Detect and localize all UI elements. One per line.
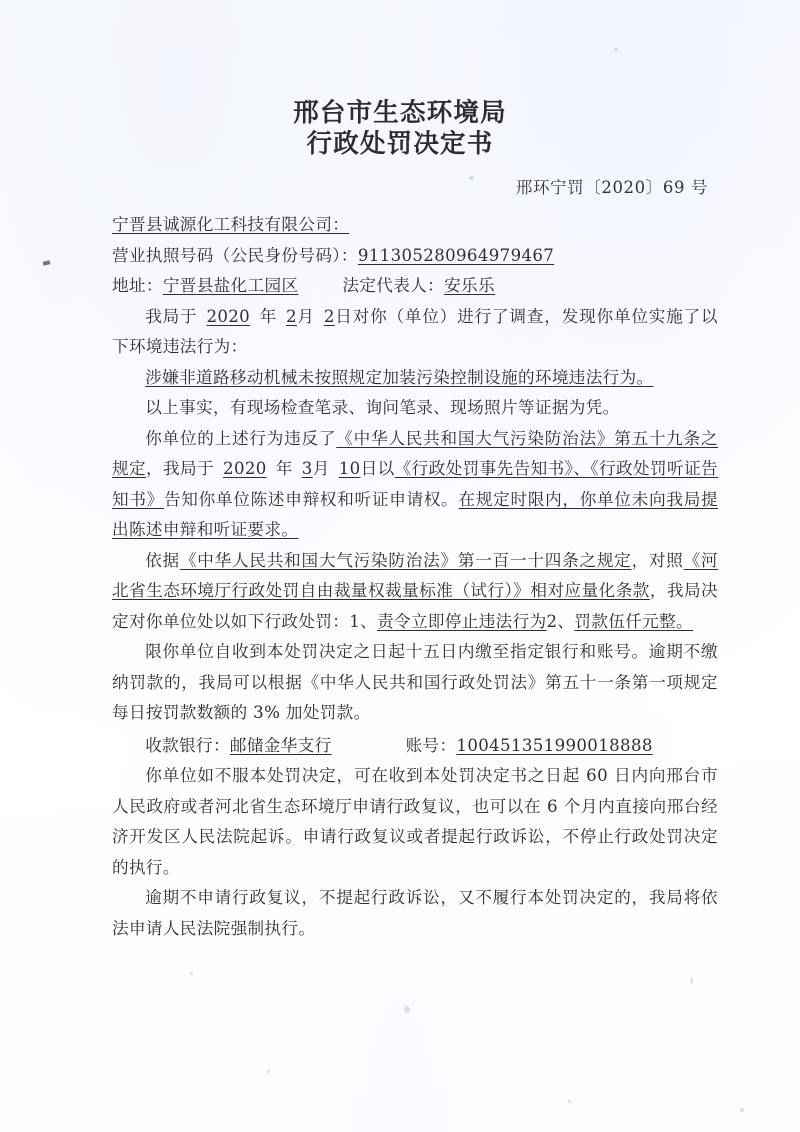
- basis-part3: 告知你单位陈述申辩权和听证申请权。: [163, 489, 459, 509]
- penalty-law-main: 《中华人民共和国大气污染防治法》第一百一十四条之规定: [179, 550, 632, 570]
- violation-description: [112, 363, 718, 394]
- document-number: 邢环宁罚〔2020〕69 号: [515, 178, 708, 197]
- legal-rep-label: 法定代表人：: [342, 276, 445, 295]
- bank-account-row: [112, 731, 718, 762]
- scan-artifact-speck: [740, 1108, 744, 1112]
- investigation-prefix: 我局于: [145, 306, 198, 326]
- notice-day-unit: 日以: [360, 459, 395, 478]
- license-label: 营业执照号码（公民身份号码）：: [112, 245, 358, 265]
- legal-rep-value: 安乐乐: [444, 276, 495, 295]
- party-license-row: [112, 241, 718, 272]
- document-title: [0, 98, 800, 160]
- address-value: 宁晋县盐化工园区: [162, 276, 299, 295]
- investigation-paragraph: [112, 302, 718, 363]
- penalty-decision-intro: ，我局决定对你单位处以如下行政处罚：: [112, 581, 718, 631]
- no-defense-statement: 在规定时限内，你单位未向我局提出陈述申辩和听证要求。: [112, 489, 719, 539]
- notice-month-unit: 月: [312, 459, 330, 478]
- signature-area: [0, 790, 800, 1010]
- bank-label: 收款银行：: [145, 735, 230, 755]
- penalty-paragraph: [112, 546, 718, 638]
- investigation-month-unit: 月: [296, 306, 315, 326]
- violation-basis-paragraph: [112, 424, 718, 546]
- investigation-year: 2020: [206, 306, 251, 326]
- payment-terms-paragraph: 限你单位自收到本处罚决定之日起十五日内缴至指定银行和账号。逾期不缴纳罚款的，我局可以根据《中华人民共和国行政处罚法》第五十一条第一项规定每日按罚款数额的 3% 加处罚款。: [112, 642, 718, 722]
- penalty-item2-num: 2、: [546, 611, 575, 631]
- investigation-month: 2: [286, 306, 297, 326]
- appeal-paragraph-2: 逾期不申请行政复议，不提起行政诉讼，又不履行本处罚决定的，我局将依法申请人民法院强制执行。: [112, 888, 718, 938]
- penalty-standard: 《河北省生态环境厅行政处罚自由裁量权裁量标准（试行）》相对应量化条款: [112, 550, 719, 600]
- notice-documents: 《行政处罚事先告知书》、《行政处罚听证告知书》: [112, 459, 718, 509]
- investigation-day: 2: [323, 306, 335, 326]
- title-line-agency: 邢台市生态环境局: [293, 98, 507, 128]
- basis-part2: ，我局于: [146, 459, 215, 478]
- company-name-text: 宁晋县诚源化工科技有限公司：: [112, 215, 350, 234]
- penalty-prefix: 依据: [145, 550, 180, 570]
- party-company-name: [112, 210, 718, 241]
- penalty-mid: ，对照: [631, 550, 684, 570]
- scan-artifact-speck: [568, 1100, 571, 1103]
- address-label: 地址：: [112, 276, 163, 295]
- notice-month: 3: [301, 459, 313, 478]
- penalty-item1-text: 责令立即停止违法行为: [377, 611, 547, 631]
- investigation-day-unit: 日对你（单位）进行了调查，发现你单位实施了以下环境违法行为：: [112, 306, 718, 356]
- evidence-statement: 以上事实，有现场检查笔录、询问笔录、现场照片等证据为凭。: [145, 398, 620, 417]
- bank-value: 邮储金华支行: [229, 735, 332, 755]
- appeal-paragraph-1: 你单位如不服本处罚决定，可在收到本处罚决定书之日起 60 日内向邢台市人民政府或者河北省生态环境厅申请行政复议，也可以在 6 个月内直接向邢台经济开发区人民法院起诉。申请行政复议或者提起行政诉讼，不停止行政处罚决定的执行。: [112, 766, 718, 877]
- basis-part1: 你单位的上述行为违反了: [145, 428, 337, 448]
- investigation-year-unit: 年: [259, 306, 277, 326]
- account-label: 账号：: [405, 735, 457, 755]
- party-address-row: [112, 271, 718, 302]
- violation-text: 涉嫌非道路移动机械未按照规定加装污染控制设施的环境违法行为。: [145, 367, 654, 387]
- notice-year-unit: 年: [275, 459, 293, 478]
- penalty-item1-num: 1、: [349, 611, 378, 631]
- penalty-item2-text: 罚款伍仟元整。: [574, 611, 693, 631]
- scan-artifact-speck: [267, 1070, 270, 1073]
- notice-year: 2020: [223, 459, 267, 478]
- license-number: 911305280964979467: [357, 245, 555, 265]
- basis-law-reference: 《中华人民共和国大气污染防治法》第五十九条之规定: [112, 428, 718, 478]
- notice-day: 10: [338, 459, 361, 478]
- title-line-doctype: 行政处罚决定书: [306, 129, 494, 159]
- account-value: 100451351990018888: [456, 735, 653, 755]
